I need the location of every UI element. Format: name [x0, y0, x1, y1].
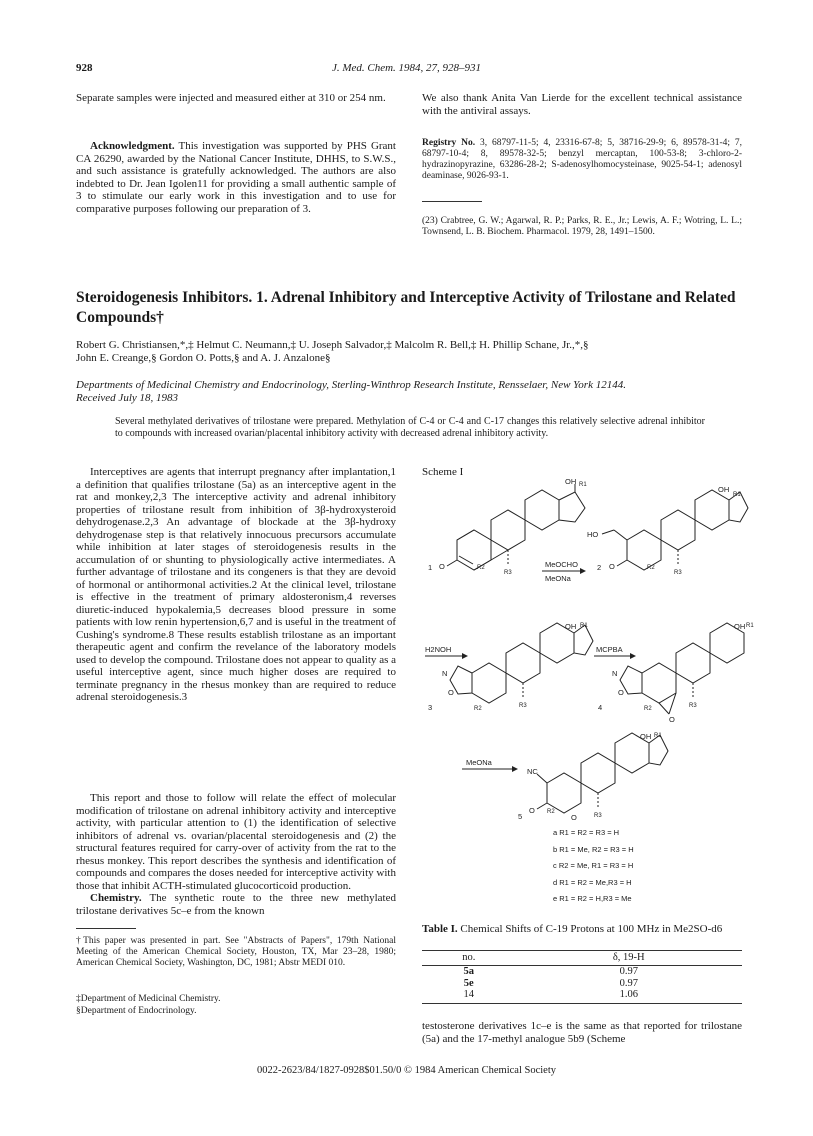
label-ho-2: HO — [587, 530, 599, 539]
scheme-1-diagram — [422, 478, 752, 823]
reference-23: (23) Crabtree, G. W.; Agarwal, R. P.; Parks, R. E., Jr.; Lewis, A. F.; Wotring, L. L.; Townsend, L. B. Biochem. Pharmacol. 1979, 28, 1491–1500. — [422, 215, 742, 237]
label-r2-2: R2 — [647, 565, 655, 571]
received-date: Received July 18, 1983 — [76, 391, 179, 404]
label-r3-5: R3 — [594, 813, 602, 819]
substituent-legend — [553, 825, 753, 908]
compound-number-1: 1 — [428, 563, 433, 572]
table-cell-compound: 5e — [463, 977, 474, 989]
label-o-3: O — [448, 688, 454, 697]
reagent-meona-2: MeONa — [466, 758, 492, 767]
acknowledgment-heading: Acknowledgment. — [90, 140, 175, 152]
table-header-row — [422, 951, 742, 966]
abstract: Several methylated derivatives of trilostane were prepared. Methylation of C-4 or C-4 and C-17 changes this relatively selective adrenal inhibitor to compounds with increased ovarian/placental inhibitory activity with decreased adrenal inhibitory activity. — [115, 416, 705, 439]
thanks-text: We also thank Anita Van Lierde for the excellent technical assistance with the antiviral assays. — [422, 92, 742, 117]
label-r2-4: R2 — [644, 706, 652, 712]
label-n-3: N — [442, 669, 448, 678]
label-oh-4: OH — [734, 622, 746, 631]
table-cell-compound: 14 — [422, 989, 516, 1003]
label-r1-3: R1 — [580, 623, 588, 629]
compound-1-structure — [447, 484, 585, 570]
table-caption-label: Table I. — [422, 923, 458, 935]
body-right-continuation: testosterone derivatives 1c–e is the same as that reported for trilostane (5a) and the 17-methyl analogue 5b9 (Scheme — [422, 1020, 742, 1045]
compound-2-structure — [602, 490, 748, 570]
compound-5-structure — [537, 733, 668, 813]
label-r3-2: R3 — [674, 570, 682, 576]
chemistry-paragraph — [76, 892, 396, 917]
label-r3-1: R3 — [504, 570, 512, 576]
table-row — [422, 978, 742, 990]
reagent-mcpba: MCPBA — [596, 645, 623, 654]
reagent-h2noh: H2NOH — [425, 645, 452, 654]
scheme-label: Scheme I — [422, 466, 464, 478]
label-nc-5: NC — [527, 767, 538, 776]
label-epoxide-o-4: O — [669, 715, 675, 724]
table-cell-shift: 0.97 — [619, 966, 638, 977]
table-row — [422, 966, 742, 978]
compound-number-4: 4 — [598, 703, 603, 712]
article-title: Steroidogenesis Inhibitors. 1. Adrenal Inhibitory and Interceptive Activity of Trilostane and Related Compounds† — [76, 289, 736, 326]
label-r1-1: R1 — [579, 482, 587, 488]
footnote-ddagger: ‡Department of Medicinal Chemistry. — [76, 994, 221, 1004]
authors-line-1: Robert G. Christiansen,*,‡ Helmut C. Neumann,‡ U. Joseph Salvador,‡ Malcolm R. Bell,‡ H. Phillip Schane, Jr.,*,§ — [76, 339, 589, 351]
label-r1-2: R1 — [733, 492, 741, 498]
compound-4-structure — [620, 623, 744, 714]
reference-rule — [422, 201, 482, 202]
label-o-5: O — [529, 806, 535, 815]
table-cell-shift: 1.06 — [516, 989, 742, 1003]
label-o-1: O — [439, 562, 445, 571]
affiliation: Departments of Medicinal Chemistry and Endocrinology, Sterling-Winthrop Research Institute, Rensselaer, New York 12144. — [76, 379, 626, 391]
body-paragraph-1: Interceptives are agents that interrupt pregnancy after implantation,1 a definition that qualifies trilostane (5a) as an interceptive agent in the rat and monkey,2,3 The interceptive activity and adrenal inhibitory properties of trilostane result from inhibition of 3β-hydroxysteroid dehydrogenase.2,3 An advantage of blockade at the 3β-hydroxy dehydrogenase step is that relatively innocuous precursors accumulate while inhibition at later stages of steroidogenesis results in the accumulation of or shunting to physiologically active intermediates. A further advantage of trilostane and its congeners is that they are devoid of hormonal or antihormonal activities.2 At the clinical level, trilostane is effective in the treatment of primary aldosteronism,4 reverses diuretic-induced hypokalemia,5 decreases blood pressure in some patients with low renin hypertension,6,7 and is useful in the treatment of Cushing's syndrome.8 These results establish trilostane as an important therapeutic agent and confirm the revelance of the laboratory models used to develop the compound. Trilostane does not appear to quality as a useful interceptive agent, since much higher doses are required to terminate pregnancy in the rhesus monkey than are required to reduce adrenal steroidogenesis.3 — [76, 466, 396, 703]
table-cell-compound: 5a — [463, 966, 474, 977]
label-o-4: O — [618, 688, 624, 697]
compound-number-5: 5 — [518, 812, 523, 821]
author-list — [76, 339, 736, 365]
legend-row-e: e R1 = R2 = H,R3 = Me — [553, 894, 632, 903]
reagent-meocho: MeOCHO — [545, 560, 578, 569]
label-r2-3: R2 — [474, 706, 482, 712]
affiliation-block — [76, 379, 736, 404]
label-oh-2: OH — [718, 485, 730, 494]
acknowledgment-body: This investigation was supported by PHS Grant CA 26290, awarded by the National Cancer Institute, DHHS, to S.W.S., and such assistance is gratefully acknowledged. The authors are also indebted to Dr. Jean Igolen11 for providing a small authentic sample of 3 to stimulate our early work in this investigation and to use for comparative purposes following our preparation of 3. — [76, 140, 396, 215]
label-o-2: O — [609, 562, 615, 571]
label-r3-3: R3 — [519, 703, 527, 709]
table-caption — [422, 923, 742, 936]
body-paragraph-2: This report and those to follow will relate the effect of molecular modification of trilostane on adrenal inhibitory activity and interceptive activity, with particular attention to (1) the identification of selective inhibitors of adrenal vs. ovarian/placental steroidogenesis and (2) the structural features required for carry-over of activity from the rat to the rhesus monkey. This report describes the synthesis and identification of compounds and compares the doses needed for interceptive activity with those that inhibit ACTH-stimulated glucocorticoid production. — [76, 792, 396, 892]
label-r1-5: R1 — [654, 733, 662, 739]
reagent-meona: MeONa — [545, 574, 571, 583]
registry-numbers — [422, 138, 742, 183]
footnote-section: §Department of Endocrinology. — [76, 1006, 197, 1016]
label-epoxide-o-5: O — [571, 813, 577, 822]
registry-body: 3, 68797-11-5; 4, 23316-67-8; 5, 38716-29-9; 6, 89578-31-4; 7, 68797-10-4; 8, 89578-32-5; benzyl mercaptan, 100-53-8; 3-chloro-2-hydrazinopyrazine, 63286-28-2; S-adenosylhomocysteinase, 9025-54-1; adenosyl deaminase, 9026-93-1. — [422, 137, 743, 182]
journal-header: J. Med. Chem. 1984, 27, 928–931 — [331, 62, 482, 74]
label-n-4: N — [612, 669, 618, 678]
chemistry-heading: Chemistry. — [90, 892, 142, 904]
authors-line-2: John E. Creange,§ Gordon O. Potts,§ and A. J. Anzalone§ — [76, 352, 331, 364]
label-r1-4: R1 — [746, 623, 754, 629]
label-oh-1: OH — [565, 477, 577, 486]
chemistry-body: The synthetic route to the three new methylated trilostane derivatives 5c–e from the known — [76, 892, 396, 917]
acknowledgment — [76, 140, 396, 215]
compound-number-3: 3 — [428, 703, 433, 712]
table-caption-text: Chemical Shifts of C-19 Protons at 100 MHz in Me2SO-d6 — [460, 923, 723, 935]
legend-row-c: c R2 = Me, R1 = R3 = H — [553, 861, 634, 870]
page-footer: 0022-2623/84/1827-0928$01.50/0 © 1984 American Chemical Society — [256, 1065, 557, 1076]
label-r2-5: R2 — [547, 809, 555, 815]
registry-heading: Registry No. — [422, 137, 476, 148]
table-header-no: no. — [422, 951, 516, 966]
legend-row-b: b R1 = Me, R2 = R3 = H — [553, 844, 634, 854]
compound-3-structure — [450, 623, 593, 703]
legend-row-d: d R1 = R2 = Me,R3 = H — [553, 877, 632, 887]
label-r2-1: R2 — [477, 565, 485, 571]
legend-row-a: a R1 = R2 = R3 = H — [553, 828, 620, 837]
prev-article-text: Separate samples were injected and measured either at 310 or 254 nm. — [76, 92, 386, 104]
label-oh-3: OH — [565, 622, 577, 631]
table-1 — [422, 950, 742, 1004]
table-header-shift: δ, 19-H — [516, 951, 742, 966]
compound-number-2: 2 — [597, 563, 602, 572]
label-oh-5: OH — [640, 732, 652, 741]
table-row — [422, 989, 742, 1003]
table-cell-shift: 0.97 — [619, 977, 638, 989]
label-r3-4: R3 — [689, 703, 697, 709]
footnote-dagger: †This paper was presented in part. See "Abstracts of Papers", 179th National Meeting of the American Chemical Society, Houston, TX, Mar 23–28, 1980; American Chemical Society, Washington, DC, 1981; Abstr MEDI 010. — [76, 936, 396, 968]
footnote-rule — [76, 928, 136, 929]
page-number: 928 — [76, 62, 93, 74]
